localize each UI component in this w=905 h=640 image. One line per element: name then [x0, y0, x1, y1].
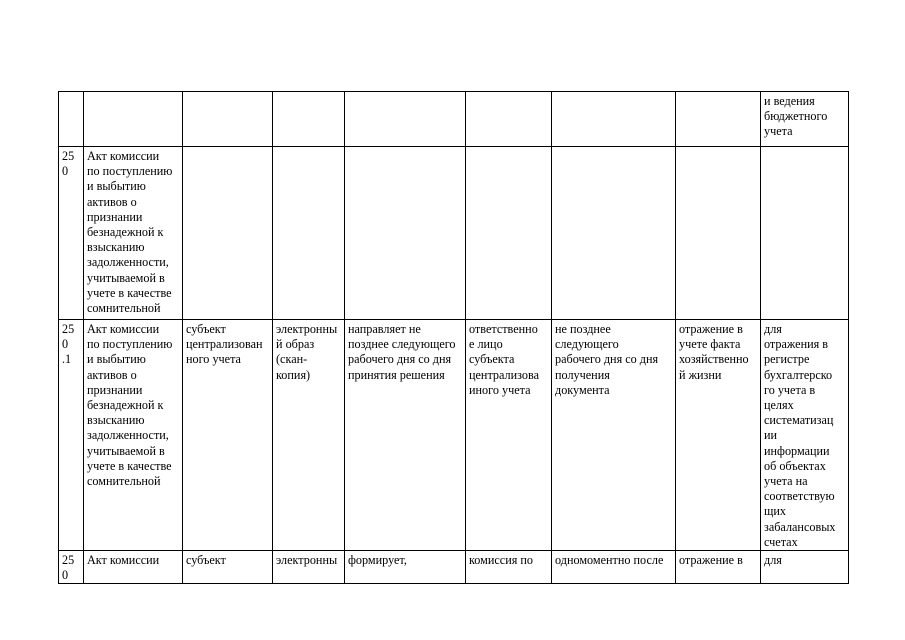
row-number-cell: [59, 320, 84, 551]
executor-cell: [466, 551, 552, 584]
format-cell: [273, 551, 345, 584]
row-number-cell: [59, 147, 84, 320]
deadline-text: одномоментно после: [555, 553, 664, 568]
usage-text: для: [764, 553, 782, 568]
responsible-text: субъект: [186, 553, 226, 568]
row-number: 250: [62, 149, 75, 179]
deadline-cell: [552, 320, 676, 551]
purpose-cell: [676, 551, 761, 584]
action-text: формирует,: [348, 553, 407, 568]
purpose-cell: [676, 320, 761, 551]
action-cell: [345, 551, 466, 584]
responsible-text: субъект централизован ного учета: [186, 322, 263, 367]
action-cell: [345, 320, 466, 551]
purpose-cell: [676, 92, 761, 147]
usage-cell: [761, 92, 849, 147]
format-text: электронны: [276, 553, 338, 568]
table-row: [59, 92, 849, 147]
responsible-cell: [183, 320, 273, 551]
deadline-cell: [552, 147, 676, 320]
purpose-text: отражение в учете факта хозяйственно й жизни: [679, 322, 749, 382]
executor-text: комиссия по: [469, 553, 534, 568]
action-cell: [345, 92, 466, 147]
deadline-cell: [552, 92, 676, 147]
deadline-text: не позднее следующего рабочего дня со дня получения документа: [555, 322, 659, 397]
document-table: [58, 91, 849, 584]
responsible-cell: [183, 92, 273, 147]
executor-cell: [466, 147, 552, 320]
purpose-cell: [676, 147, 761, 320]
usage-cell: [761, 320, 849, 551]
usage-cell: [761, 551, 849, 584]
document-name: Акт комиссии по поступлению и выбытию активов о признании безнадежной к взысканию задолженности, учитываемой в учете в качестве сомнительной: [87, 149, 173, 316]
responsible-cell: [183, 551, 273, 584]
executor-cell: [466, 320, 552, 551]
responsible-cell: [183, 147, 273, 320]
usage-text: и ведения бюджетного учета: [764, 94, 828, 139]
format-cell: [273, 92, 345, 147]
document-name: Акт комиссии по поступлению и выбытию активов о признании безнадежной к взысканию задолженности, учитываемой в учете в качестве сомнительной: [87, 322, 173, 489]
usage-text: для отражения в регистре бухгалтерско го учета в целях систематизац ии информации об объектах учета на соответствую щих забалансовых счетах: [764, 322, 836, 549]
document-name-cell: [84, 320, 183, 551]
deadline-cell: [552, 551, 676, 584]
row-number-cell: [59, 92, 84, 147]
table-row: [59, 551, 849, 584]
action-cell: [345, 147, 466, 320]
executor-cell: [466, 92, 552, 147]
document-name-cell: [84, 92, 183, 147]
purpose-text: отражение в: [679, 553, 743, 568]
row-number: 250: [62, 553, 75, 583]
row-number: 250 .1: [62, 322, 75, 367]
document-name-cell: [84, 551, 183, 584]
format-text: электронны й образ (скан- копия): [276, 322, 338, 382]
table-row: [59, 320, 849, 551]
executor-text: ответственно е лицо субъекта централизова иного учета: [469, 322, 539, 397]
action-text: направляет не позднее следующего рабочего дня со дня принятия решения: [348, 322, 456, 382]
format-cell: [273, 320, 345, 551]
format-cell: [273, 147, 345, 320]
table-row: [59, 147, 849, 320]
usage-cell: [761, 147, 849, 320]
document-name-cell: [84, 147, 183, 320]
document-name: Акт комиссии: [87, 553, 160, 568]
row-number-cell: [59, 551, 84, 584]
